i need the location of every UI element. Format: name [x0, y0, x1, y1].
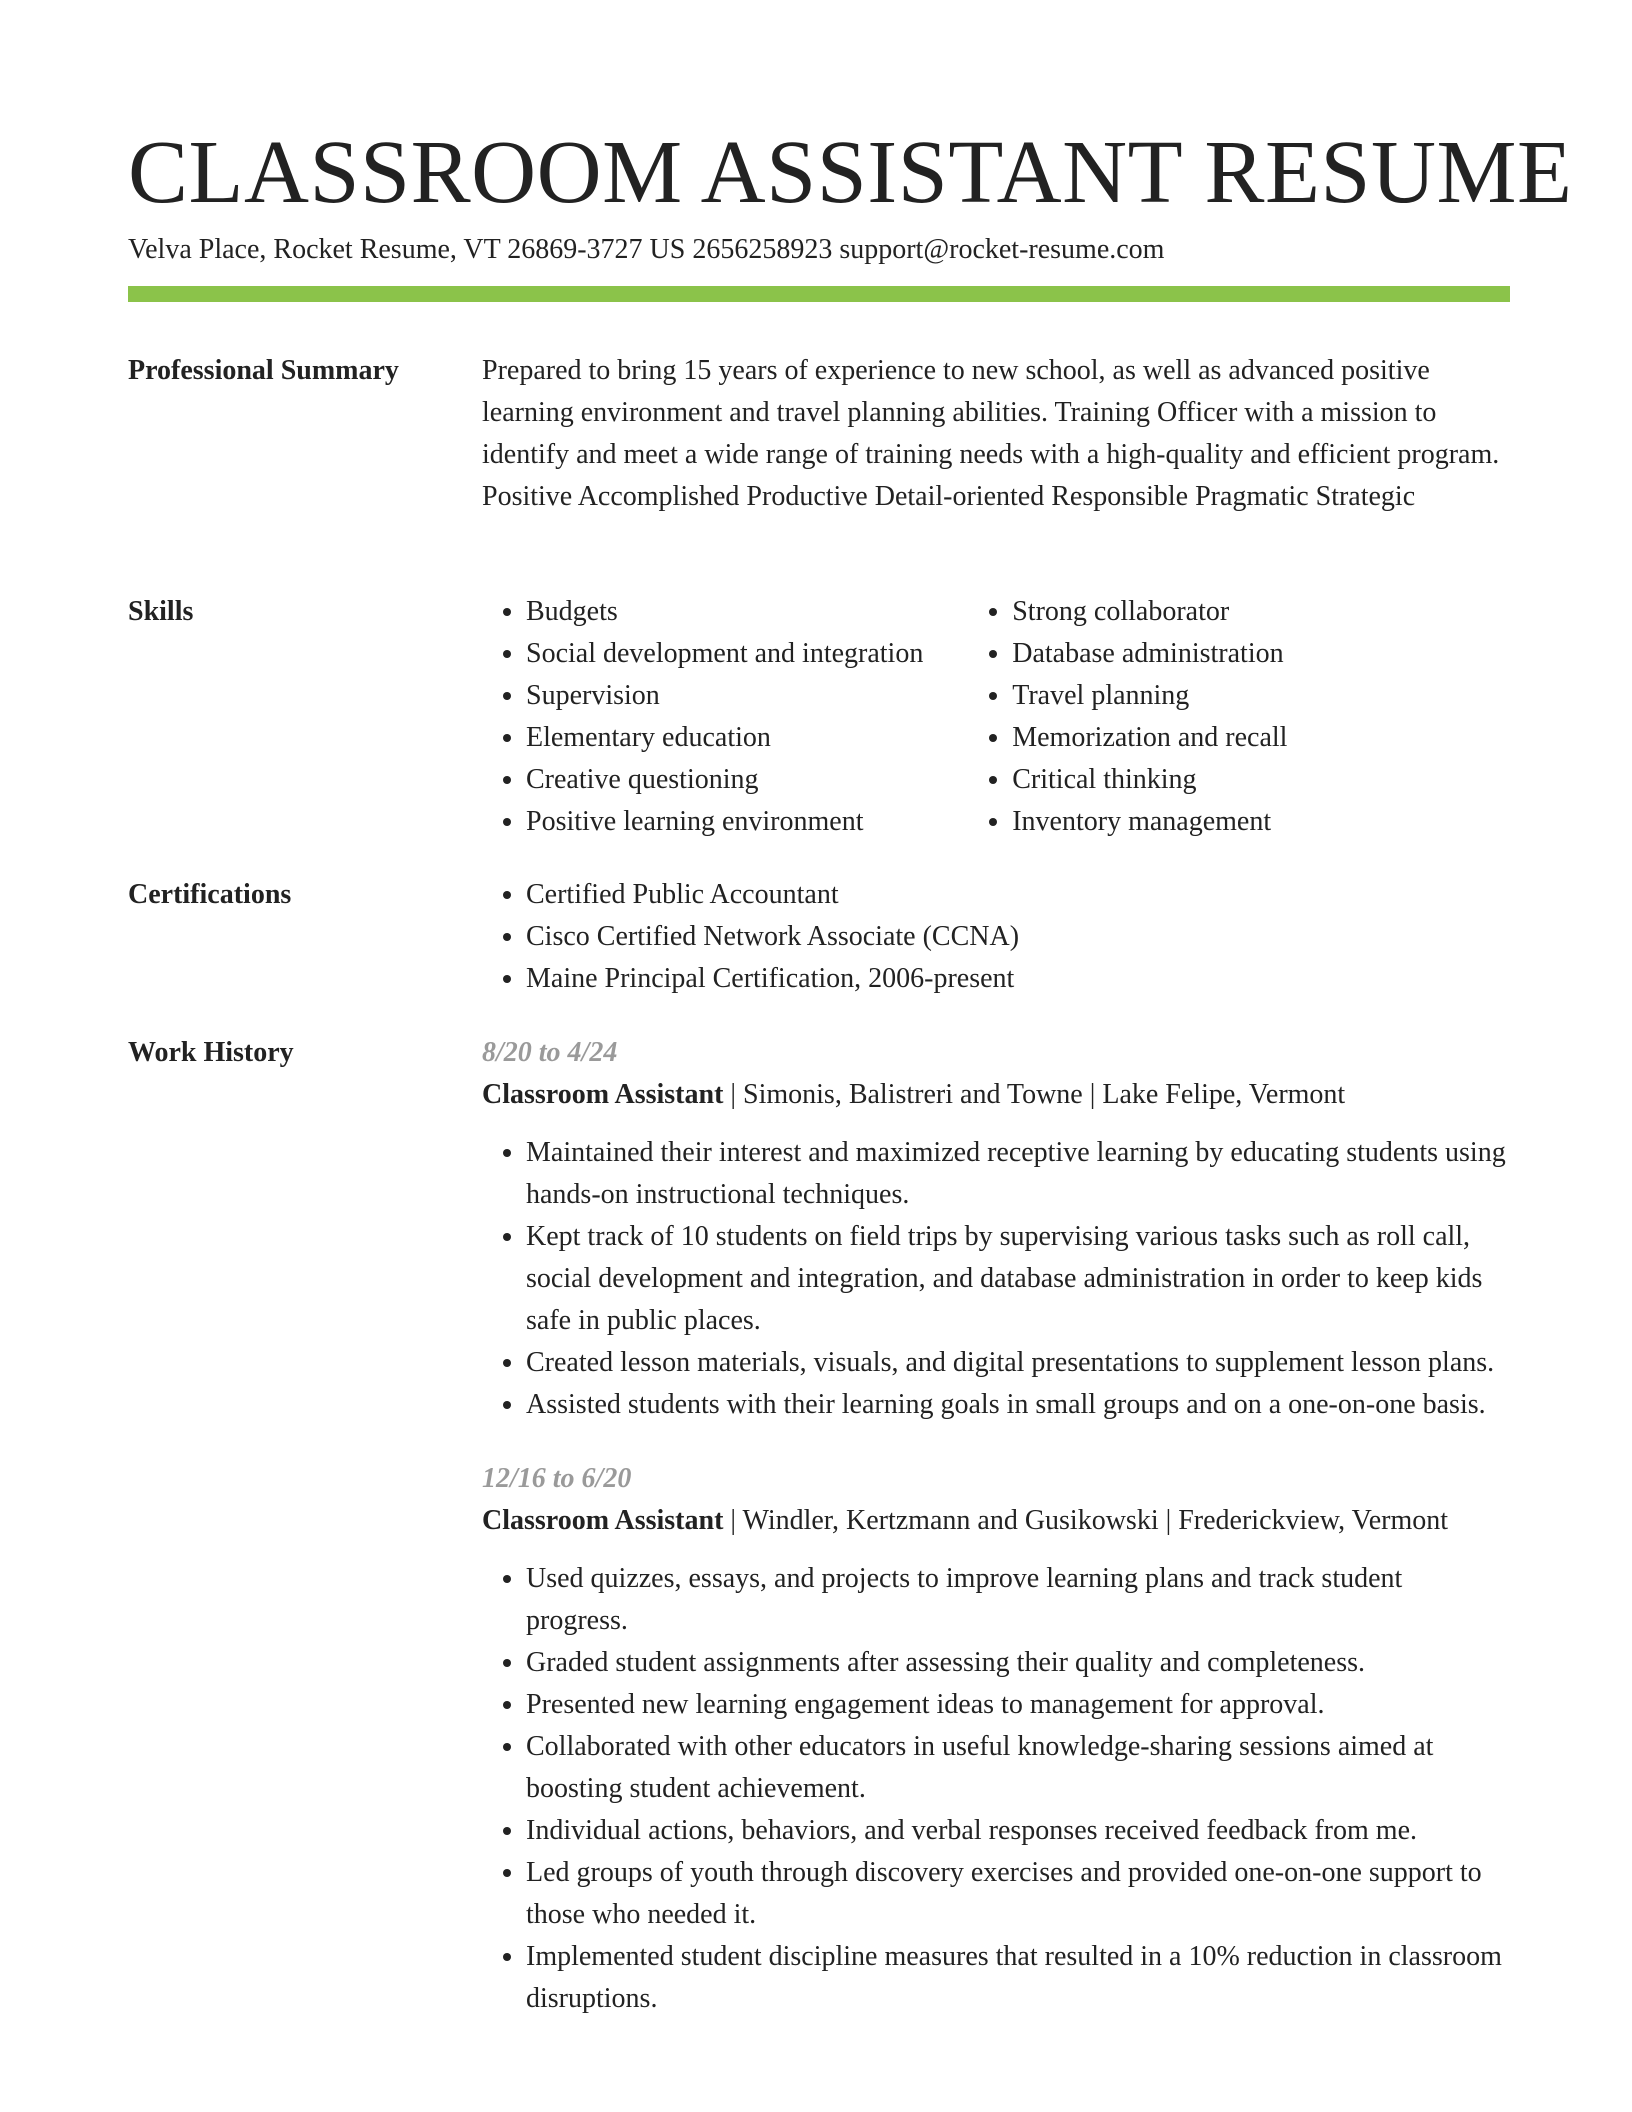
- job-details: | Windler, Kertzmann and Gusikowski | Frederickview, Vermont: [723, 1505, 1449, 1536]
- job-details: | Simonis, Balistreri and Towne | Lake Felipe, Vermont: [723, 1079, 1346, 1110]
- certifications-list: [482, 874, 1510, 1000]
- job-entry: [482, 1032, 1510, 1426]
- accent-divider: [128, 286, 1510, 302]
- job-title: Classroom Assistant: [482, 1505, 724, 1536]
- job-entry: [482, 1458, 1510, 2020]
- skill-item: • Positive learning environment: [526, 801, 968, 843]
- section-label-summary: Professional Summary: [128, 355, 399, 386]
- skill-item: • Database administration: [1012, 633, 1510, 675]
- job-dates: 8/20 to 4/24: [482, 1037, 618, 1068]
- certification-item: • Maine Principal Certification, 2006-present: [526, 958, 1510, 1000]
- skill-item: • Budgets: [526, 591, 968, 633]
- job-bullet: • Kept track of 10 students on field trips by supervising various tasks such as roll call, social development and integration, and database administration in order to keep kids safe in public places.: [526, 1216, 1510, 1342]
- job-bullet: • Maintained their interest and maximized receptive learning by educating students using hands-on instructional techniques.: [526, 1132, 1510, 1216]
- job-bullet: • Collaborated with other educators in useful knowledge-sharing sessions aimed at boosting student achievement.: [526, 1726, 1510, 1810]
- certification-item: • Certified Public Accountant: [526, 874, 1510, 916]
- contact-line: Velva Place, Rocket Resume, VT 26869-3727 US 2656258923 support@rocket-resume.com: [128, 234, 1165, 265]
- job-dates: 12/16 to 6/20: [482, 1463, 632, 1494]
- resume-title: CLASSROOM ASSISTANT RESUME: [128, 123, 1573, 222]
- skill-item: • Inventory management: [1012, 801, 1510, 843]
- section-label-certifications: Certifications: [128, 879, 292, 910]
- section-label-skills: Skills: [128, 596, 194, 627]
- job-header: [482, 1074, 1510, 1116]
- section-label-work-history: Work History: [128, 1037, 294, 1068]
- skill-item: • Travel planning: [1012, 675, 1510, 717]
- skill-item: • Strong collaborator: [1012, 591, 1510, 633]
- job-bullet: • Assisted students with their learning goals in small groups and on a one-on-one basis.: [526, 1384, 1510, 1426]
- job-bullet: • Led groups of youth through discovery exercises and provided one-on-one support to those who needed it.: [526, 1852, 1510, 1936]
- skill-item: • Elementary education: [526, 717, 968, 759]
- skill-item: • Supervision: [526, 675, 968, 717]
- skill-item: • Memorization and recall: [1012, 717, 1510, 759]
- skill-item: • Creative questioning: [526, 759, 968, 801]
- job-bullets: [482, 1132, 1510, 1426]
- certification-item: • Cisco Certified Network Associate (CCNA): [526, 916, 1510, 958]
- skill-item: • Critical thinking: [1012, 759, 1510, 801]
- skills-list-right: [968, 591, 1510, 843]
- job-bullet: • Presented new learning engagement ideas to management for approval.: [526, 1684, 1510, 1726]
- job-bullet: • Graded student assignments after assessing their quality and completeness.: [526, 1642, 1510, 1684]
- job-header: [482, 1500, 1510, 1542]
- skills-list-left: [482, 591, 968, 843]
- job-bullet: • Implemented student discipline measures that resulted in a 10% reduction in classroom disruptions.: [526, 1936, 1510, 2020]
- skill-item: • Social development and integration: [526, 633, 968, 675]
- job-bullet: • Individual actions, behaviors, and verbal responses received feedback from me.: [526, 1810, 1510, 1852]
- job-bullet: • Created lesson materials, visuals, and digital presentations to supplement lesson plans.: [526, 1342, 1510, 1384]
- job-bullet: • Used quizzes, essays, and projects to improve learning plans and track student progress.: [526, 1558, 1510, 1642]
- job-bullets: [482, 1558, 1510, 2020]
- summary-text: Prepared to bring 15 years of experience to new school, as well as advanced positive learning environment and travel planning abilities. Training Officer with a mission to identify and meet a wide range of training needs with a high-quality and efficient program. Positive Accomplished Productive Detail-oriented Responsible Pragmatic Strategic: [482, 355, 1500, 512]
- job-title: Classroom Assistant: [482, 1079, 724, 1110]
